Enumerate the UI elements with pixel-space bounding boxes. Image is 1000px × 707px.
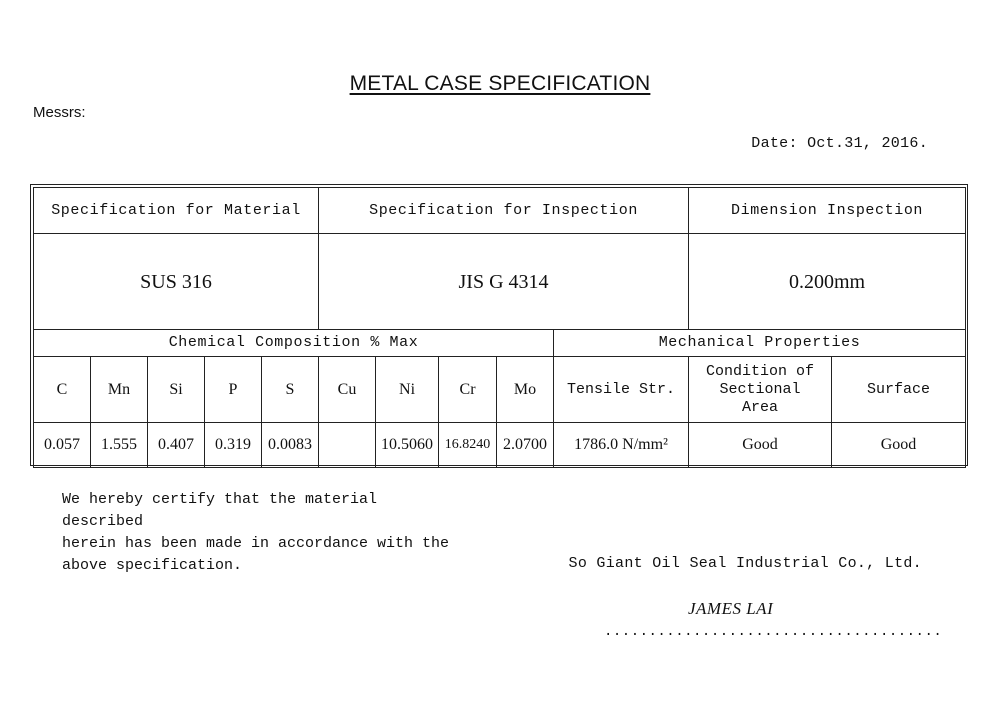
certify-line: herein has been made in accordance with the xyxy=(62,535,450,552)
element-c-header: C xyxy=(34,357,91,423)
element-s-header: S xyxy=(262,357,319,423)
element-ni-value: 10.5060 xyxy=(376,423,439,468)
specification-table xyxy=(33,187,966,468)
surface-header: Surface xyxy=(832,357,966,423)
element-cu-header: Cu xyxy=(319,357,376,423)
sectional-area-value: Good xyxy=(689,423,832,468)
company-name: So Giant Oil Seal Industrial Co., Ltd. xyxy=(568,555,922,572)
element-mn-value: 1.555 xyxy=(91,423,148,468)
element-c-value: 0.057 xyxy=(34,423,91,468)
element-mo-value: 2.0700 xyxy=(497,423,554,468)
spec-header-row xyxy=(34,188,966,234)
tensile-strength-value: 1786.0 N/mm² xyxy=(554,423,689,468)
spec-value-row xyxy=(34,234,966,330)
material-spec-header: Specification for Material xyxy=(34,188,319,234)
element-mo-header: Mo xyxy=(497,357,554,423)
element-cu-value xyxy=(319,423,376,468)
certify-line: above specification. xyxy=(62,557,243,574)
inspection-spec-header: Specification for Inspection xyxy=(319,188,689,234)
element-header-row xyxy=(34,357,966,423)
inspection-spec-value: JIS G 4314 xyxy=(319,234,689,330)
dimension-value: 0.200mm xyxy=(689,234,966,330)
certification-statement xyxy=(62,489,462,577)
element-value-row xyxy=(34,423,966,468)
element-cr-value: 16.8240 xyxy=(439,423,497,468)
element-s-value: 0.0083 xyxy=(262,423,319,468)
messrs-label: Messrs: xyxy=(33,104,86,121)
document-date: Date: Oct.31, 2016. xyxy=(751,135,928,152)
element-ni-header: Ni xyxy=(376,357,439,423)
mechanical-properties-title: Mechanical Properties xyxy=(554,330,966,357)
certify-line: We hereby certify that the material described xyxy=(62,491,378,530)
sectional-area-header: Condition of Sectional Area xyxy=(689,357,832,423)
dimension-inspection-header: Dimension Inspection xyxy=(689,188,966,234)
tensile-strength-header: Tensile Str. xyxy=(554,357,689,423)
material-spec-value: SUS 316 xyxy=(34,234,319,330)
specification-table-frame xyxy=(30,184,968,466)
element-cr-header: Cr xyxy=(439,357,497,423)
element-si-header: Si xyxy=(148,357,205,423)
element-mn-header: Mn xyxy=(91,357,148,423)
element-p-header: P xyxy=(205,357,262,423)
document-title: METAL CASE SPECIFICATION xyxy=(349,72,651,95)
surface-value: Good xyxy=(832,423,966,468)
element-si-value: 0.407 xyxy=(148,423,205,468)
signature-line: ...................................... xyxy=(604,624,943,640)
signer-name: JAMES LAI xyxy=(688,599,774,618)
element-p-value: 0.319 xyxy=(205,423,262,468)
chemical-composition-title: Chemical Composition % Max xyxy=(34,330,554,357)
section-title-row xyxy=(34,330,966,357)
